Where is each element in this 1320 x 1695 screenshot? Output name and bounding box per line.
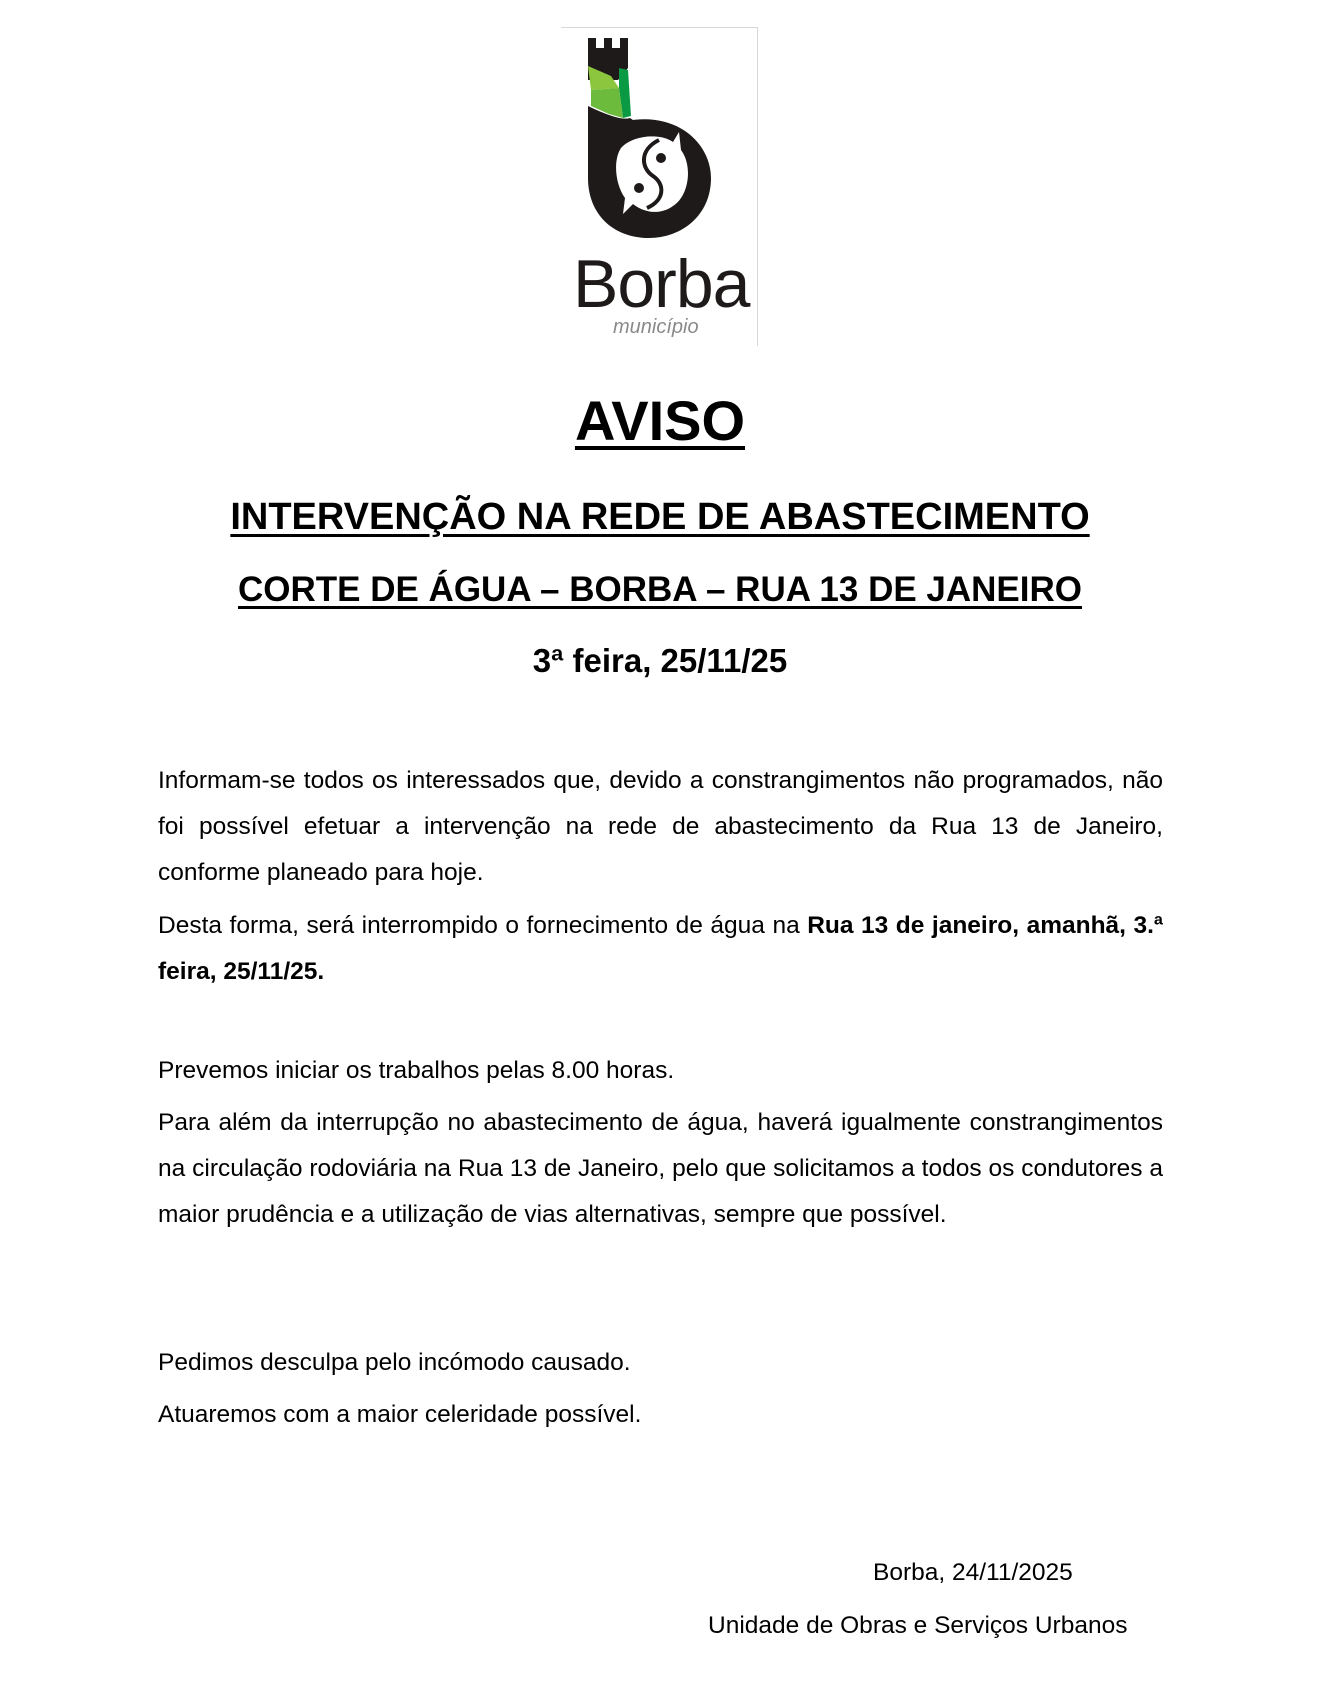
body-paragraph: Atuaremos com a maior celeridade possível. bbox=[158, 1401, 642, 1428]
body-paragraph bbox=[158, 903, 1163, 995]
notice-title: AVISO bbox=[574, 389, 746, 452]
body-text: Desta forma, será interrompido o fornecimento de água na bbox=[158, 912, 808, 939]
signature-unit: Unidade de Obras e Serviços Urbanos bbox=[708, 1612, 1128, 1639]
notice-location: CORTE DE ÁGUA – BORBA – RUA 13 DE JANEIRO bbox=[237, 570, 1083, 609]
body-paragraph: Pedimos desculpa pelo incómodo causado. bbox=[158, 1349, 631, 1376]
municipality-logo bbox=[561, 27, 758, 346]
body-paragraph: Para além da interrupção no abastecimento de água, haverá igualmente constrangimentos na circulação rodoviária na Rua 13 de Janeiro, pelo que solicitamos a todos os condutores a maior prudência e a utilização de vias alternativas, sempre que possível. bbox=[158, 1109, 1163, 1228]
signature-place-date: Borba, 24/11/2025 bbox=[873, 1559, 1073, 1586]
logo-subtitle: município bbox=[613, 316, 699, 338]
borba-tower-b-icon bbox=[561, 28, 757, 258]
body-paragraph: Informam-se todos os interessados que, devido a constrangimentos não programados, não foi possível efetuar a intervenção na rede de abastecimento da Rua 13 de Janeiro, conforme planeado para hoje. bbox=[158, 767, 1163, 886]
logo-wordmark: Borba bbox=[573, 246, 750, 322]
body-bold-text: Rua 13 de janeiro, amanhã, 3.ª feira, 25/11/25. bbox=[158, 912, 1163, 985]
body-paragraph: Prevemos iniciar os trabalhos pelas 8.00 horas. bbox=[158, 1057, 675, 1084]
notice-date: 3ª feira, 25/11/25 bbox=[532, 642, 788, 679]
notice-subtitle: INTERVENÇÃO NA REDE DE ABASTECIMENTO bbox=[230, 496, 1090, 538]
